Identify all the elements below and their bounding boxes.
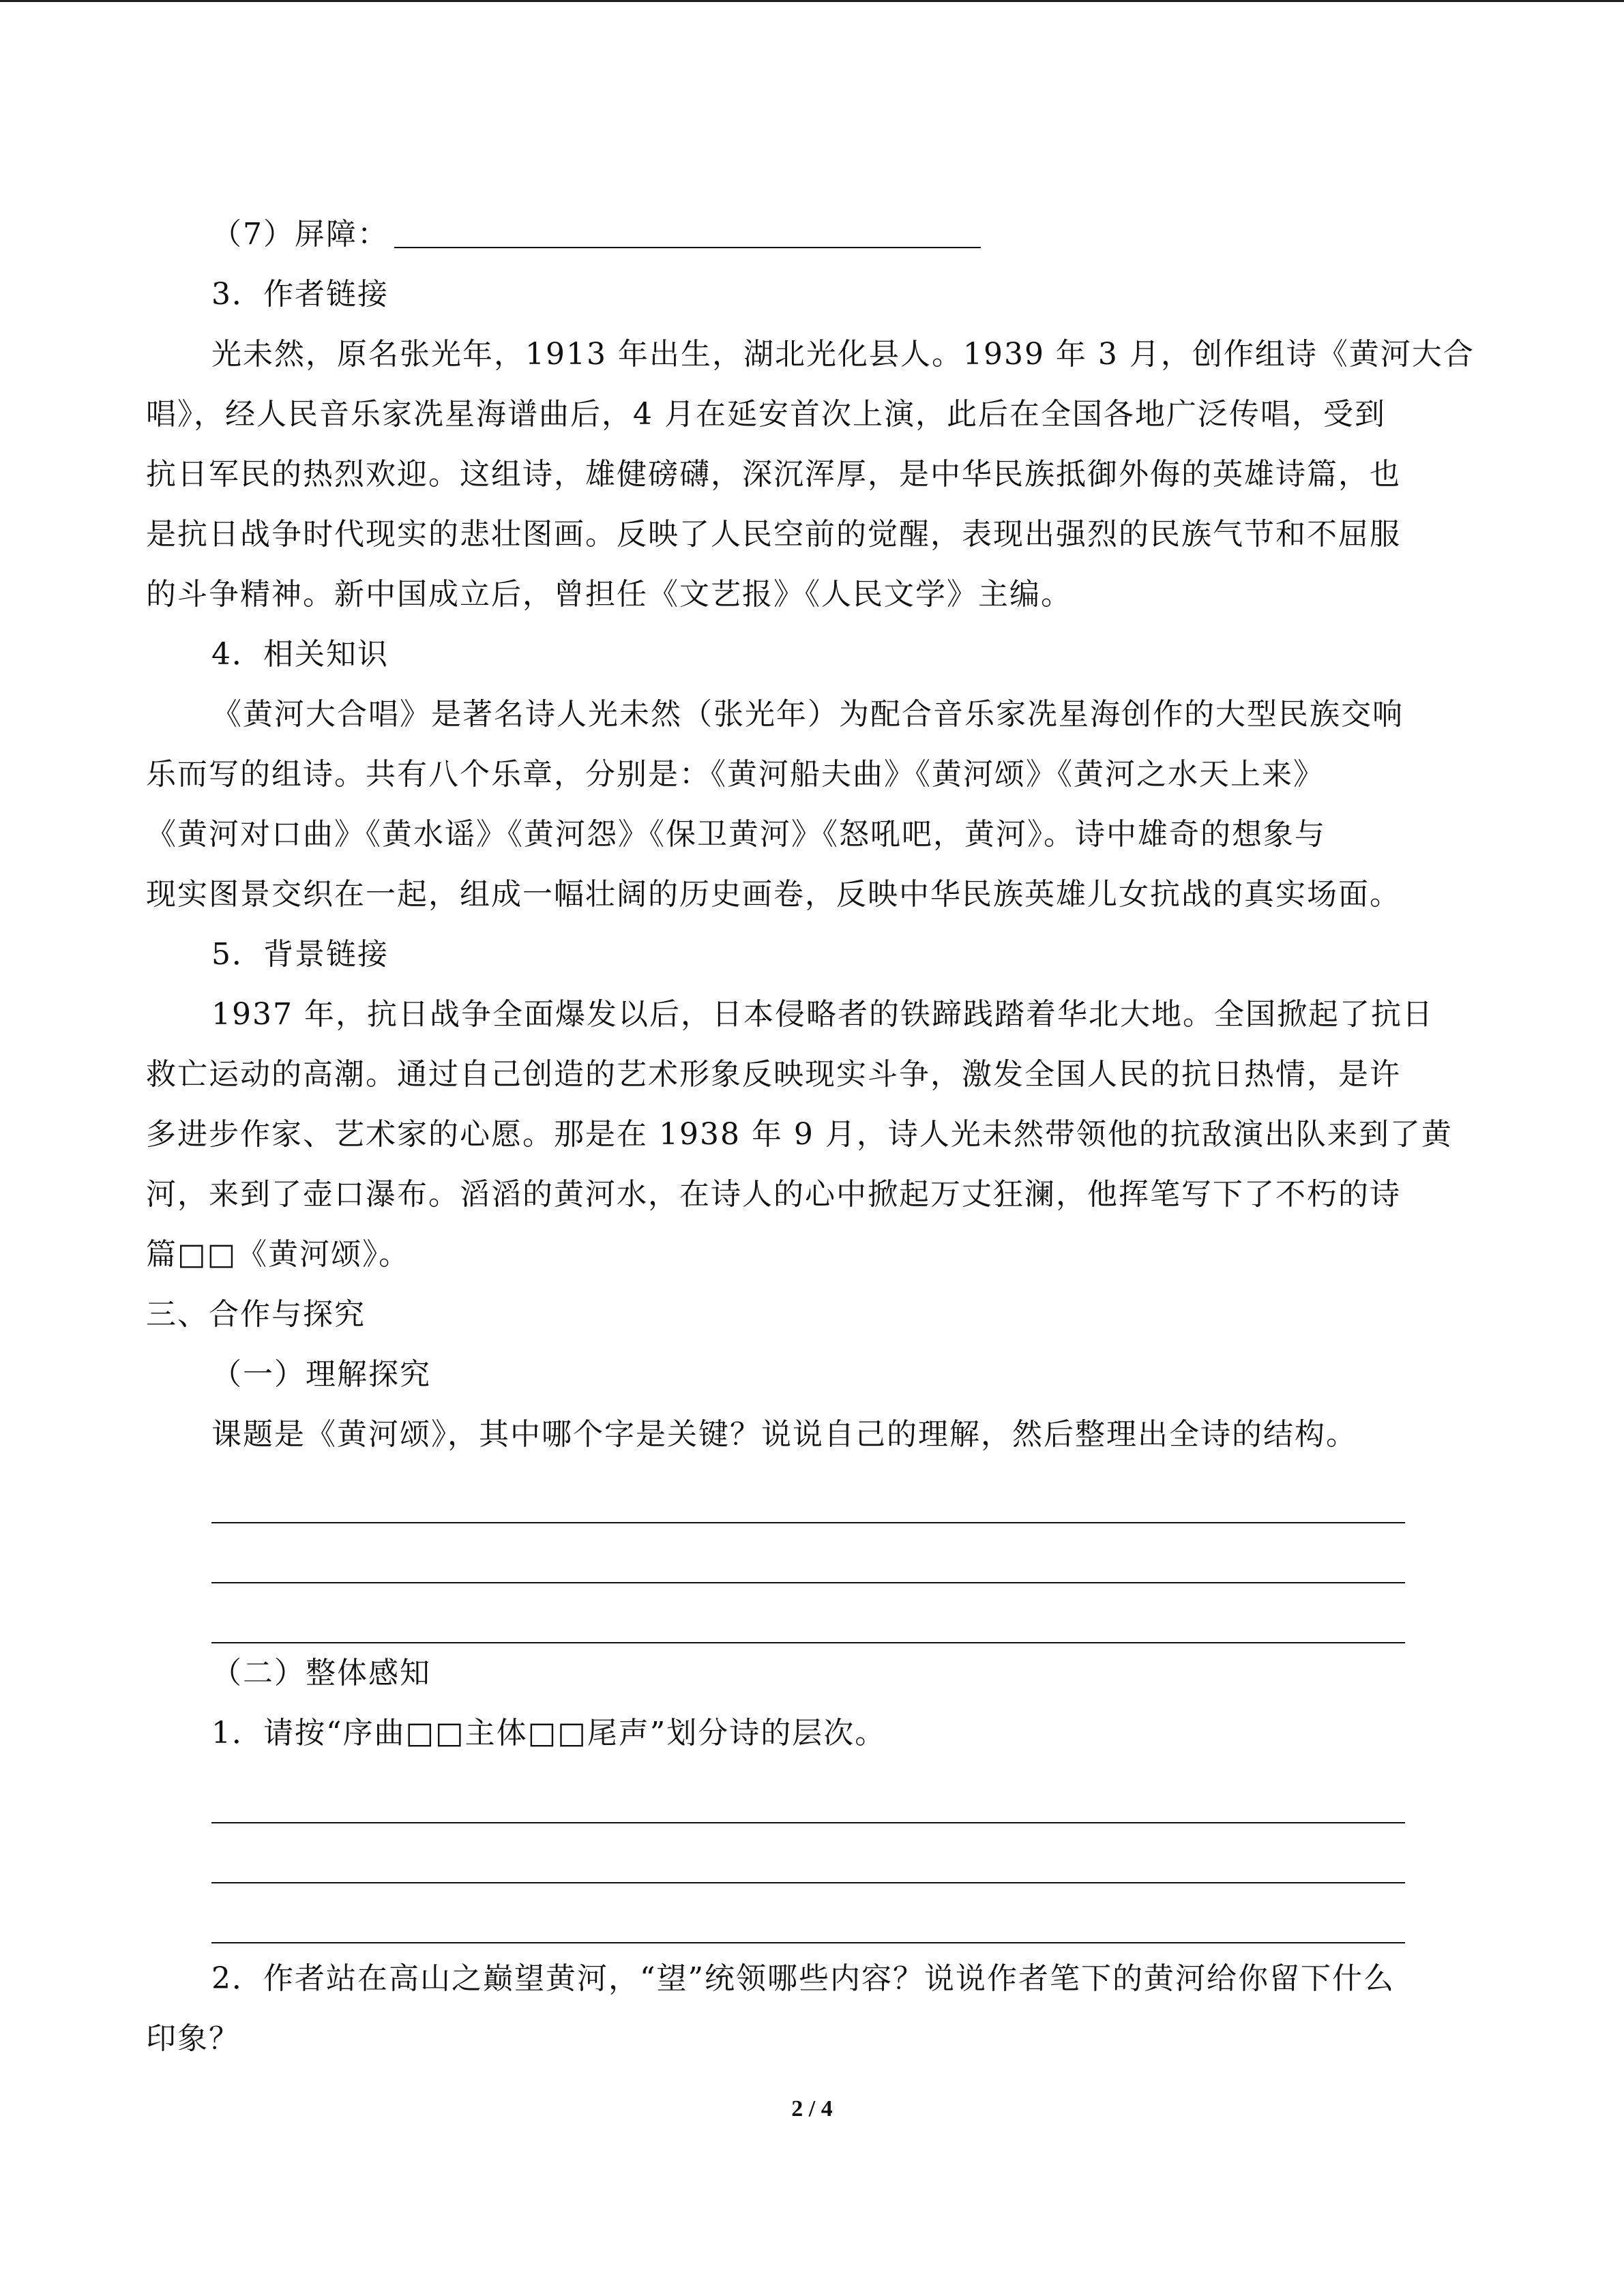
- top-border-line: [0, 0, 1624, 2]
- background-paragraph-line-1: 1937 年，抗日战争全面爆发以后，日本侵略者的铁蹄践踏着华北大地。全国掀起了抗日: [211, 997, 1434, 1032]
- question-2-answer-area: [146, 1763, 1477, 1943]
- part-3-heading: 三、合作与探究: [146, 1297, 366, 1332]
- answer-line[interactable]: [211, 1583, 1405, 1643]
- background-paragraph-line-5: 篇□□《黄河颂》。: [146, 1237, 411, 1272]
- item-7-line: [146, 205, 1477, 265]
- background-paragraph-line-2: 救亡运动的高潮。通过自己创造的艺术形象反映现实斗争，激发全国人民的抗日热情，是许: [146, 1057, 1401, 1092]
- question-2-text: 1．请按“序曲□□主体□□尾声”划分诗的层次。: [211, 1716, 887, 1750]
- background-paragraph-line-3: 多进步作家、艺术家的心愿。那是在 1938 年 9 月，诗人光未然带领他的抗敌演出队来到了黄: [146, 1117, 1453, 1152]
- answer-line[interactable]: [211, 1465, 1405, 1523]
- author-paragraph-line-3: 抗日军民的热烈欢迎。这组诗，雄健磅礴，深沉浑厚，是中华民族抵御外侮的英雄诗篇，也: [146, 457, 1401, 492]
- section-4-heading: 4．相关知识: [211, 637, 389, 672]
- author-paragraph-line-5: 的斗争精神。新中国成立后，曾担任《文艺报》《人民文学》主编。: [146, 577, 1072, 612]
- section-3-heading: 3．作者链接: [211, 277, 389, 312]
- subsection-overall-heading: （二）整体感知: [211, 1656, 431, 1690]
- knowledge-paragraph-line-1: 《黄河大合唱》是著名诗人光未然（张光年）为配合音乐家冼星海创作的大型民族交响: [211, 697, 1404, 732]
- question-1-answer-area: [146, 1465, 1477, 1643]
- question-3-text-line-1: 2．作者站在高山之巅望黄河，“望”统领哪些内容？说说作者笔下的黄河给你留下什么: [211, 1961, 1395, 1996]
- author-paragraph-line-1: 光未然，原名张光年，1913 年出生，湖北光化县人。1939 年 3 月，创作组诗《黄河大合: [211, 337, 1475, 372]
- knowledge-paragraph-line-4: 现实图景交织在一起，组成一幅壮阔的历史画卷，反映中华民族英雄儿女抗战的真实场面。: [146, 877, 1401, 912]
- knowledge-paragraph-line-3: 《黄河对口曲》《黄水谣》《黄河怨》《保卫黄河》《怒吼吧，黄河》。诗中雄奇的想象与: [146, 817, 1326, 852]
- answer-line[interactable]: [211, 1763, 1405, 1823]
- item-7-blank[interactable]: [394, 247, 981, 248]
- spacer: [146, 1943, 1477, 1949]
- question-3-text-line-2: 印象？: [146, 2021, 240, 2056]
- background-paragraph-line-4: 河，来到了壶口瀑布。滔滔的黄河水，在诗人的心中掀起万丈狂澜，他挥笔写下了不朽的诗: [146, 1177, 1401, 1212]
- item-7-label: （7）屏障：: [211, 217, 389, 252]
- answer-line[interactable]: [211, 1883, 1405, 1943]
- subsection-understanding-heading: （一）理解探究: [211, 1357, 431, 1392]
- answer-line[interactable]: [211, 1823, 1405, 1883]
- author-paragraph-line-4: 是抗日战争时代现实的悲壮图画。反映了人民空前的觉醒，表现出强烈的民族气节和不屈服: [146, 517, 1401, 552]
- section-5-heading: 5．背景链接: [211, 937, 389, 972]
- knowledge-paragraph-line-2: 乐而写的组诗。共有八个乐章，分别是：《黄河船夫曲》《黄河颂》《黄河之水天上来》: [146, 757, 1325, 792]
- author-paragraph-line-2: 唱》，经人民音乐家冼星海谱曲后，4 月在延安首次上演，此后在全国各地广泛传唱，受到: [146, 397, 1386, 432]
- document-page: [146, 205, 1477, 2069]
- page-number: 2 / 4: [791, 2096, 833, 2121]
- answer-line[interactable]: [211, 1523, 1405, 1583]
- question-1-text: 课题是《黄河颂》，其中哪个字是关键？说说自己的理解，然后整理出全诗的结构。: [211, 1417, 1357, 1452]
